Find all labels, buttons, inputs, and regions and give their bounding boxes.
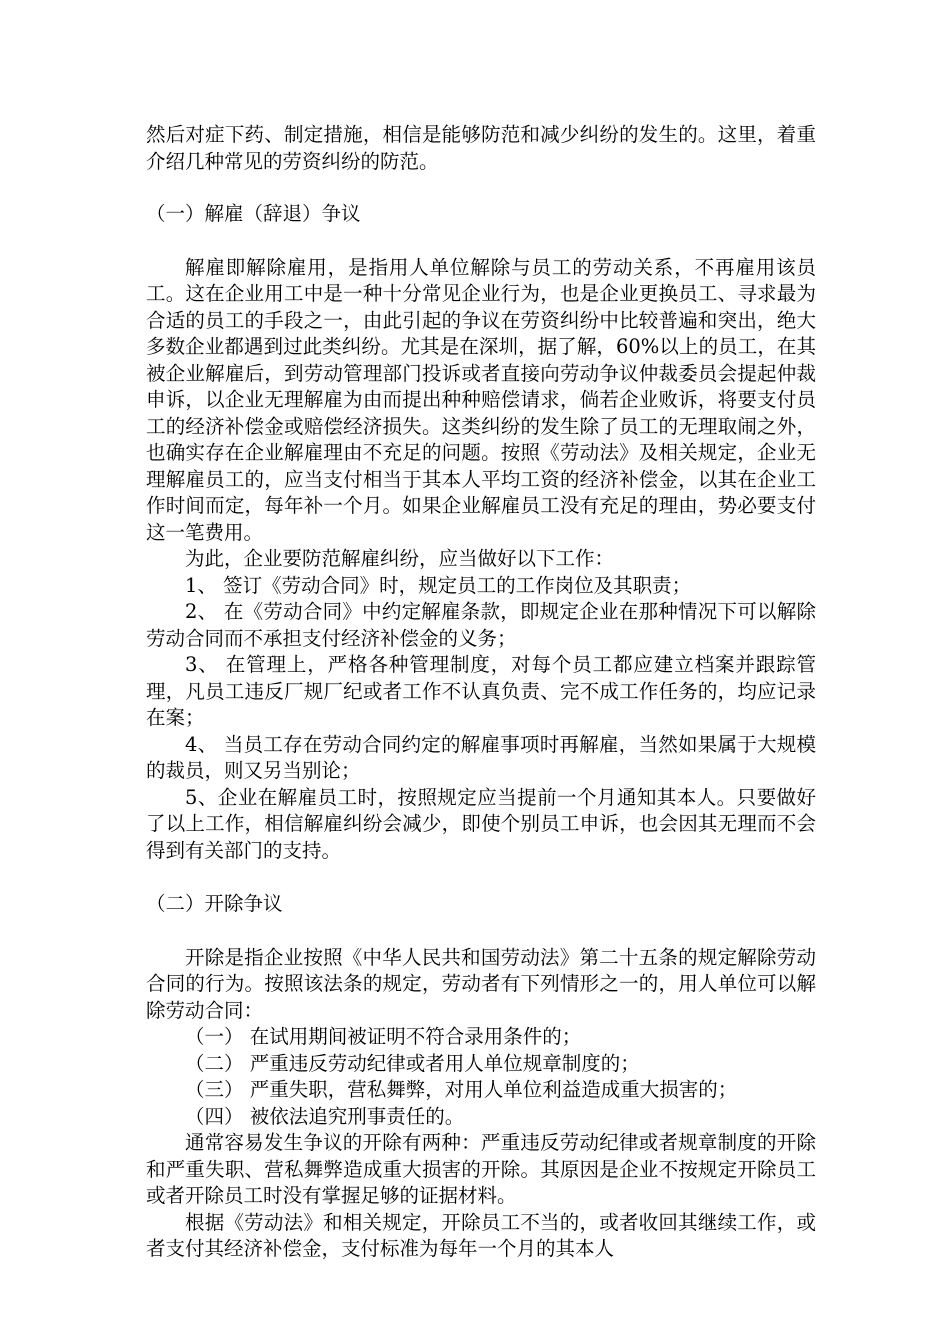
list-item: （二） 严重违反劳动纪律或者用人单位规章制度的； xyxy=(185,1051,640,1075)
list-item: 4、 当员工存在劳动合同约定的解雇事项时再解雇，当然如果属于大规模的裁员，则又另当别论； xyxy=(146,732,816,782)
spacer xyxy=(146,918,816,945)
intro-paragraph: 然后对症下药、制定措施，相信是能够防范和减少纠纷的发生的。这里，着重介绍几种常见的劳资纠纷的防范。 xyxy=(146,123,816,173)
spacer xyxy=(146,228,816,255)
spacer xyxy=(146,175,816,201)
list-item: 2、 在《劳动合同》中约定解雇条款，即规定企业在那种情况下可以解除劳动合同而不承担支付经济补偿金的义务； xyxy=(146,600,816,650)
body-paragraph: 根据《劳动法》和相关规定，开除员工不当的，或者收回其继续工作，或者支付其经济补偿金，支付标准为每年一个月的其本人 xyxy=(146,1210,816,1260)
list-item: 5、企业在解雇员工时，按照规定应当提前一个月通知其本人。只要做好了以上工作，相信解雇纠纷会减少，即使个别员工申诉，也会因其无理而不会得到有关部门的支持。 xyxy=(146,785,816,862)
list-item: 3、 在管理上，严格各种管理制度，对每个员工都应建立档案并跟踪管理，凡员工违反厂规厂纪或者工作不认真负责、完不成工作任务的，均应记录在案； xyxy=(146,653,816,729)
section-heading-expulsion: （二）开除争议 xyxy=(146,892,283,915)
document-body xyxy=(146,122,816,1263)
spacer xyxy=(146,864,816,891)
body-paragraph: 通常容易发生争议的开除有两种：严重违反劳动纪律或者规章制度的开除和严重失职、营私舞弊造成重大损害的开除。其原因是企业不按规定开除员工或者开除员工时没有掌握足够的证据材料。 xyxy=(146,1131,816,1207)
list-item: （一） 在试用期间被证明不符合录用条件的； xyxy=(185,1025,582,1048)
list-item: 1、 签订《劳动合同》时，规定员工的工作岗位及其职责； xyxy=(185,573,692,597)
list-item: （三） 严重失职，营私舞弊，对用人单位利益造成重大损害的； xyxy=(185,1078,738,1101)
body-paragraph: 解雇即解除雇用，是指用人单位解除与员工的劳动关系，不再雇用该员工。这在企业用工中是一种十分常见企业行为，也是企业更换员工、寻求最为合适的员工的手段之一，由此引起的争议在劳资纠纷中比较普遍和突出，绝大多数企业都遇到过此类纠纷。尤其是在深圳，据了解，60%以上的员工，在其被企业解雇后，到劳动管理部门投诉或者直接向劳动争议仲裁委员会提起仲裁申诉，以企业无理解雇为由而提出种种赔偿请求，倘若企业败诉，将要支付员工的经济补偿金或赔偿经济损失。这类纠纷的发生除了员工的无理取闹之外，也确实存在企业解雇理由不充足的问题。按照《劳动法》及相关规定，企业无理解雇员工的，应当支付相当于其本人平均工资的经济补偿金，以其在企业工作时间而定，每年补一个月。如果企业解雇员工没有充足的理由，势必要支付这一笔费用。 xyxy=(146,255,816,544)
section-heading-dismissal: （一）解雇（辞退）争议 xyxy=(146,202,361,225)
body-paragraph: 开除是指企业按照《中华人民共和国劳动法》第二十五条的规定解除劳动合同的行为。按照该法条的规定，劳动者有下列情形之一的，用人单位可以解除劳动合同： xyxy=(146,945,816,1022)
list-item: （四） 被依法追究刑事责任的。 xyxy=(185,1104,465,1128)
body-paragraph: 为此，企业要防范解雇纠纷，应当做好以下工作： xyxy=(185,547,615,570)
